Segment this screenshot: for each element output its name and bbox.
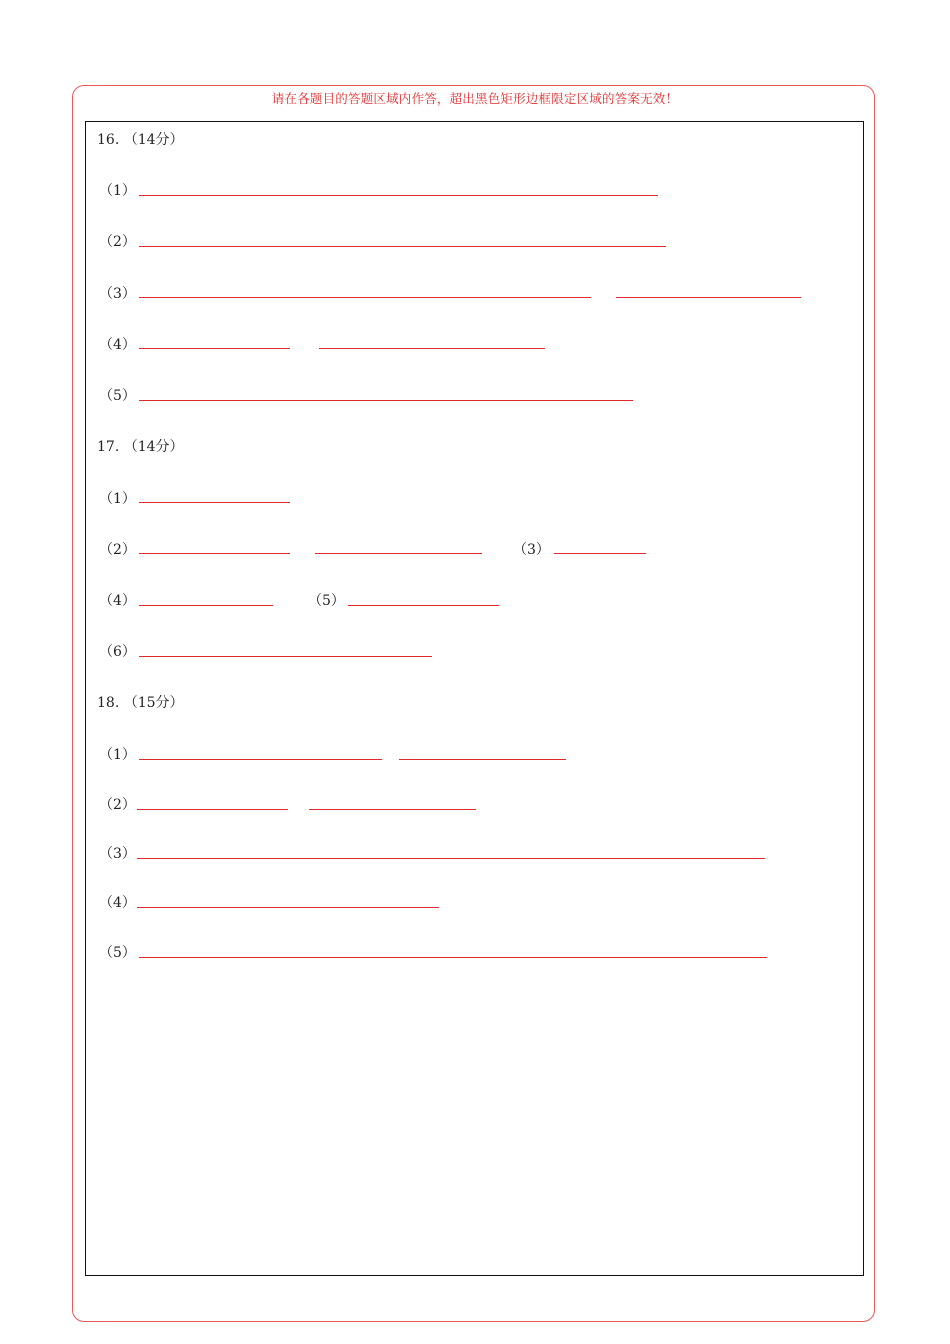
- q16-part-2-answer-line[interactable]: [139, 246, 666, 247]
- q17-part-3-label: （3）: [513, 542, 550, 558]
- answer-region-border: [85, 121, 864, 1276]
- q17-part-3-answer-line[interactable]: [554, 553, 646, 554]
- q17-part-5-label: （5）: [308, 593, 345, 609]
- q18-part-2-label: （2）: [99, 797, 136, 813]
- q16-part-2-label: （2）: [99, 234, 136, 250]
- q18-part-2-answer-line-b[interactable]: [309, 809, 476, 810]
- q18-part-5-label: （5）: [99, 945, 136, 961]
- question-18-title: 18. （15分）: [97, 695, 184, 711]
- q16-part-1-answer-line[interactable]: [139, 195, 658, 196]
- q16-part-3-answer-line-b[interactable]: [616, 297, 801, 298]
- q16-part-4-answer-line-a[interactable]: [139, 348, 290, 349]
- q17-part-6-answer-line[interactable]: [139, 656, 432, 657]
- q18-part-2-answer-line-a[interactable]: [137, 809, 288, 810]
- q16-part-5-answer-line[interactable]: [139, 400, 633, 401]
- q17-part-6-label: （6）: [99, 644, 136, 660]
- q16-part-3-label: （3）: [99, 286, 136, 302]
- q17-part-4-label: （4）: [99, 593, 136, 609]
- q18-part-4-answer-line[interactable]: [137, 907, 439, 908]
- q17-part-4-answer-line[interactable]: [139, 605, 273, 606]
- q17-part-1-answer-line[interactable]: [139, 502, 290, 503]
- q18-part-1-answer-line-a[interactable]: [139, 759, 382, 760]
- q18-part-5-answer-line[interactable]: [139, 957, 767, 958]
- q16-part-5-label: （5）: [99, 388, 136, 404]
- q16-part-4-answer-line-b[interactable]: [319, 348, 545, 349]
- q16-part-1-label: （1）: [99, 183, 136, 199]
- q16-part-3-answer-line-a[interactable]: [139, 297, 591, 298]
- q18-part-3-label: （3）: [99, 846, 136, 862]
- q17-part-2-answer-line-a[interactable]: [139, 553, 290, 554]
- q17-part-2-answer-line-b[interactable]: [315, 553, 482, 554]
- q17-part-5-answer-line[interactable]: [348, 605, 499, 606]
- question-16-title: 16. （14分）: [97, 132, 184, 148]
- q18-part-3-answer-line[interactable]: [137, 858, 765, 859]
- question-17-title: 17. （14分）: [97, 439, 184, 455]
- q18-part-1-label: （1）: [99, 747, 136, 763]
- q17-part-2-label: （2）: [99, 542, 136, 558]
- q18-part-4-label: （4）: [99, 895, 136, 911]
- q17-part-1-label: （1）: [99, 491, 136, 507]
- q16-part-4-label: （4）: [99, 337, 136, 353]
- answer-area-notice: 请在各题目的答题区域内作答，超出黑色矩形边框限定区域的答案无效！: [271, 91, 679, 106]
- q18-part-1-answer-line-b[interactable]: [399, 759, 566, 760]
